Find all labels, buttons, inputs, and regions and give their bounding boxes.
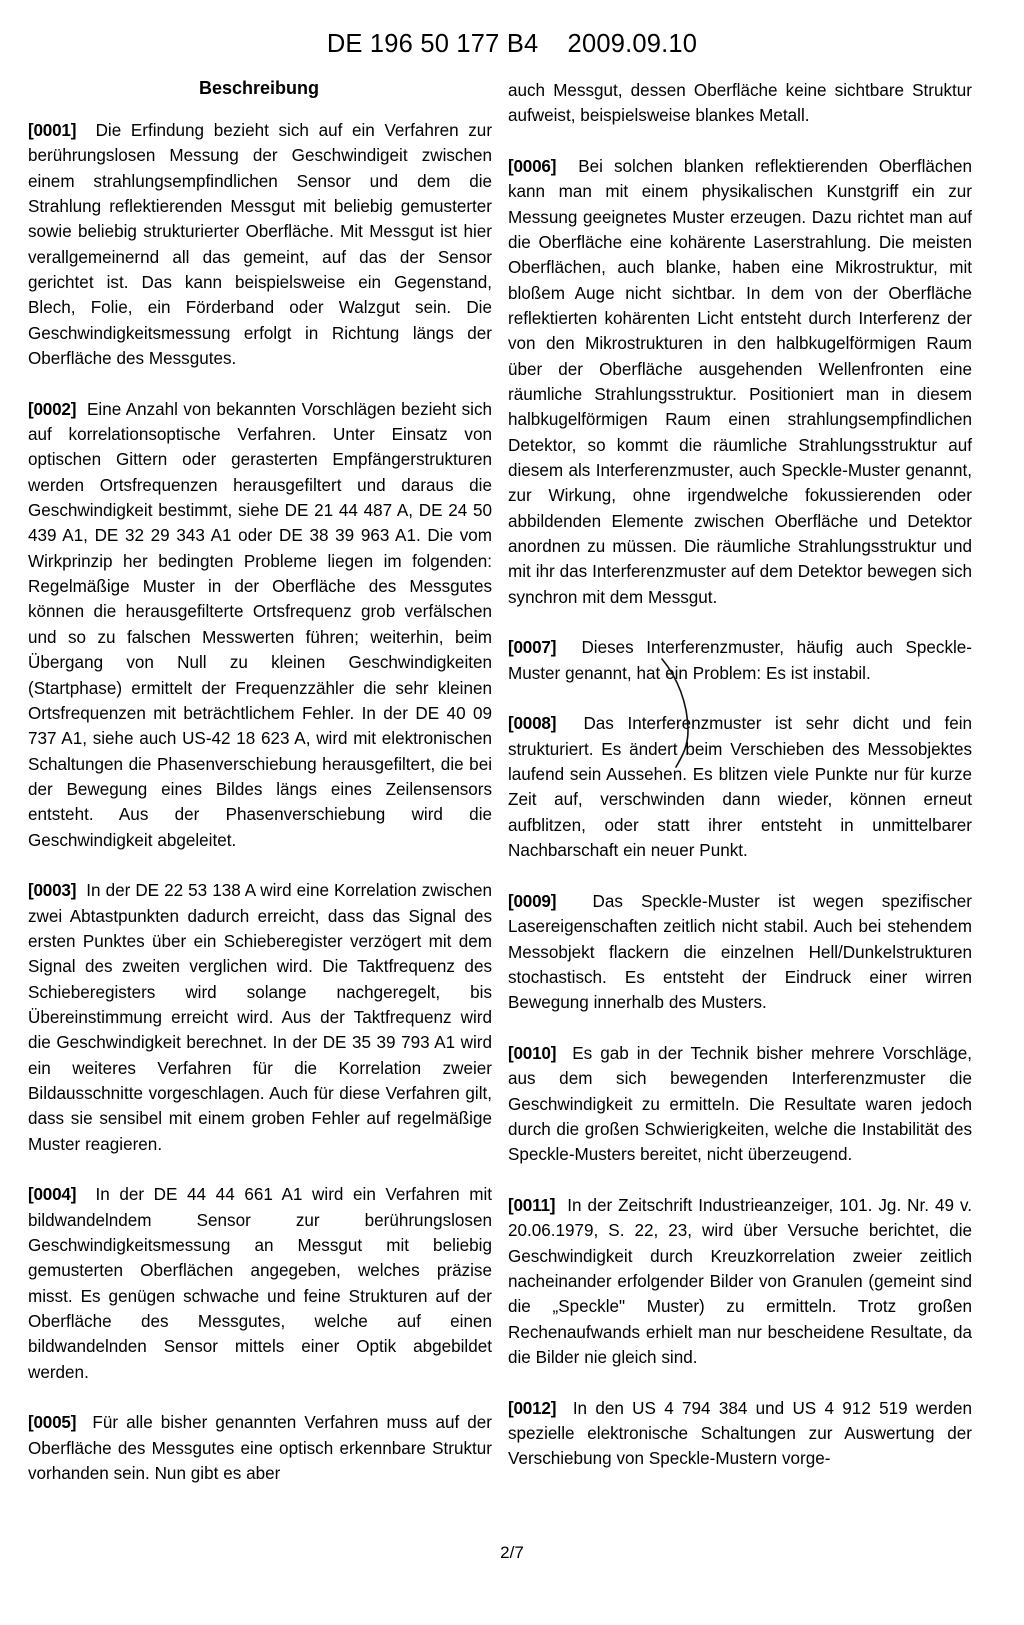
paragraph-number: [0011] [508,1195,556,1215]
paragraph-0003 [28,878,492,1157]
paragraph-0008 [508,711,972,863]
paragraph-text: Das Interferenzmuster ist sehr dicht und fein strukturiert. Es ändert beim Verschieben des Messobjektes laufend sein Aussehen. Es blitzen viele Punkte nur für kurze Zeit auf, verschwinden dann wieder, können erneut aufblitzen, oder statt ihrer entsteht in unmittelbarer Nachbarschaft ein neuer Punkt. [508,714,973,861]
paragraph-text: In der DE 22 53 138 A wird eine Korrelation zwischen zwei Abtastpunkten dadurch erreicht, dass das Signal des ersten Punktes über ein Schieberegister verzögert mit dem Signal des zweiten verglichen wird. Die Taktfrequenz des Schieberegisters wird solange nachgeregelt, bis Übereinstimmung erreicht wird. Aus der Taktfrequenz wird die Geschwindigkeit berechnet. In der DE 35 39 793 A1 wird ein weiteres Verfahren für die Korrelation zweier Bildausschnitte vorgeschlagen. Auch für diese Verfahren gilt, dass sie sensibel mit einem groben Fehler auf regelmäßige Muster reagieren. [28,881,493,1154]
paragraph-text: Bei solchen blanken reflektierenden Oberflächen kann man mit einem physikalischen Kunstgriff ein zur Messung geeignetes Muster erzeugen. Dazu richtet man auf die Oberfläche eine kohärente Laserstrahlung. Die meisten Oberflächen, auch blanke, haben eine Mikrostruktur, mit bloßem Auge nicht sichtbar. In dem von der Oberfläche reflektierten kohärenten Licht entsteht durch Interferenz der von den Mikrostrukturen in den halbkugelförmigen Raum über der Oberfläche ausgehenden Wellenfronten eine räumliche Strahlungsstruktur. Positioniert man in diesem halbkugelförmigen Raum einen strahlungsempfindlichen Detektor, so kommt die räumliche Strahlungsstruktur auf diesem als Interferenzmuster, auch Speckle-Muster genannt, zur Wirkung, ohne irgendwelche fokussierenden oder abbildenden Elemente zwischen Oberfläche und Detektor anordnen zu müssen. Die räumliche Strahlungsstruktur und mit ihr das Interferenzmuster auf dem Detektor bewegen sich synchron mit dem Messgut. [508,156,972,607]
paragraph-number: [0010] [508,1043,557,1063]
paragraph-0009 [508,889,972,1016]
paragraph-number: [0005] [28,1413,77,1433]
left-column [28,118,492,1486]
paragraph-text: Es gab in der Technik bisher mehrere Vorschläge, aus dem sich bewegenden Interferenzmuster die Geschwindigkeit zu ermitteln. Die Resultate waren jedoch durch die großen Schwierigkeiten, welche die Instabilität des Speckle-Musters bereitet, nicht überzeugend. [508,1043,972,1165]
paragraph-number: [0009] [508,891,557,911]
paragraph-number: [0002] [28,399,77,419]
paragraph-number: [0003] [28,881,77,901]
paragraph-text: Die Erfindung bezieht sich auf ein Verfahren zur berührungslosen Messung der Geschwindigeit zwischen einem strahlungsempfindlichen Sensor und dem die Strahlung reflektierenden Messgut mit beliebig gemusterter sowie beliebig strukturierter Oberfläche. Mit Messgut ist hier verallgemeinernd all das gemeint, auf das der Sensor gerichtet ist. Das kann beispielsweise ein Gegenstand, Blech, Folie, ein Förderband oder Walzgut sein. Die Geschwindigkeitsmessung erfolgt in Richtung längs der Oberfläche des Messgutes. [28,121,493,369]
paragraph-0012 [508,1396,972,1472]
paragraph-number: [0007] [508,638,557,658]
paragraph-0001 [28,118,492,371]
paragraph-number: [0001] [28,121,77,140]
paragraph-0002 [28,397,492,853]
paragraph-0006 [508,154,972,610]
paragraph-0010 [508,1041,972,1168]
paragraph-text: Für alle bisher genannten Verfahren muss auf der Oberfläche des Messgutes eine optisch erkennbare Struktur vorhanden sein. Nun gibt es aber [28,1413,492,1484]
paragraph-0005 [28,1410,492,1486]
paragraph-text: Eine Anzahl von bekannten Vorschlägen bezieht sich auf korrelationsoptische Verfahren. Unter Einsatz von optischen Gittern oder gerasterten Empfängerstrukturen werden Ortsfrequenzen herausgefiltert und daraus die Geschwindigkeit bestimmt, siehe DE 21 44 487 A, DE 24 50 439 A1, DE 32 29 343 A1 oder DE 38 39 963 A1. Die vom Wirkprinzip her bedingten Probleme liegen im folgenden: Regelmäßige Muster in der Oberfläche des Messgutes können die herausgefilterte Ortsfrequenz grob verfälschen und so zu falschen Messwerten führen; weiterhin, beim Übergang von Null zu kleinen Geschwindigkeiten (Startphase) ermittelt der Frequenzzähler die sehr kleinen Ortsfrequenzen mit beträchtlichem Fehler. In der DE 40 09 737 A1, siehe auch US-42 18 623 A, wird mit elektronischen Schaltungen die Phasenverschiebung herausgefiltert, die bei der Bewegung eines Bildes längs eines Zeilensensors entsteht. Aus der Phasenverschiebung wird die Geschwindigkeit abgeleitet. [28,399,492,850]
paragraph-number: [0004] [28,1185,77,1205]
section-heading-beschreibung: Beschreibung [198,78,320,98]
paragraph-0011 [508,1193,972,1370]
paragraph-0007 [508,635,972,686]
right-column [508,78,972,1472]
paragraph-text: In der DE 44 44 661 A1 wird ein Verfahren mit bildwandelndem Sensor zur berührungslosen Geschwindigkeitsmessung an Messgut mit beliebig gemusterten Oberflächen angegeben, welches präzise misst. Es genügen schwache und feine Strukturen auf der Oberfläche des Messgutes, welche auf einen bildwandelnden Sensor mittels einer Optik abgebildet werden. [28,1185,492,1382]
paragraph-number: [0012] [508,1398,557,1418]
paragraph-continuation: auch Messgut, dessen Oberfläche keine sichtbare Struktur aufweist, beispielsweise blankes Metall. [508,81,972,126]
paragraph-text: Dieses Interferenzmuster, häufig auch Speckle-Muster genannt, hat ein Problem: Es ist instabil. [508,638,972,683]
page-footer: 2/7 [500,1543,524,1562]
paragraph-text: In den US 4 794 384 und US 4 912 519 werden spezielle elektronische Schaltungen zur Auswertung der Verschiebung von Speckle-Mustern vorge- [508,1398,972,1469]
paragraph-number: [0008] [508,714,557,734]
page-header: DE 196 50 177 B4 2009.09.10 [326,30,698,58]
paragraph-number: [0006] [508,156,557,176]
paragraph-text: Das Speckle-Muster ist wegen spezifischer Lasereigenschaften zeitlich nicht stabil. Auch bei stehendem Messobjekt flackern die einzelnen Hell/Dunkelstrukturen stochastisch. Es entsteht der Eindruck einer wirren Bewegung innerhalb des Musters. [508,891,972,1013]
paragraph-0004 [28,1182,492,1385]
paragraph-text: In der Zeitschrift Industrieanzeiger, 101. Jg. Nr. 49 v. 20.06.1979, S. 22, 23, wird über Versuche berichtet, die Geschwindigkeit durch Kreuzkorrelation zweier zeitlich nacheinander erfolgender Bilder von Granulen (gemeint sind die „Speckle" Muster) zu ermitteln. Trotz großen Rechenaufwands erhielt man nur bescheidene Resultate, da die Bilder nie gleich sind. [508,1195,973,1367]
